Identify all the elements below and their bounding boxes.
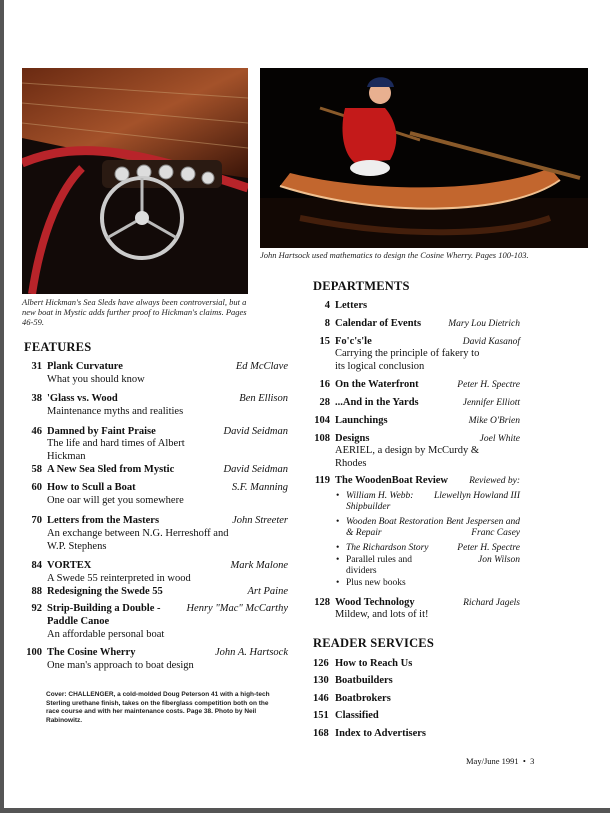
department-entry[interactable]: 15 Fo'c's'le David Kasanof Carrying the principle of fakery to its logical conclusion — [319, 336, 520, 372]
feature-entry[interactable]: 38 'Glass vs. Wood Ben Ellison Maintenance myths and realities — [31, 393, 288, 417]
page-number: 3 — [530, 756, 535, 766]
feature-entry[interactable]: 58 A New Sea Sled from Mystic David Seidman — [31, 464, 288, 475]
reader-service-item[interactable]: 151 Classified — [313, 710, 379, 721]
department-entry[interactable]: 128 Wood Technology Richard Jagels Mildew, and lots of it! — [314, 597, 520, 620]
feature-entry[interactable]: 60 How to Scull a Boat S.F. Manning One oar will get you somewhere — [31, 482, 288, 506]
features-heading: FEATURES — [24, 340, 92, 354]
feature-entry[interactable]: 31 Plank Curvature Ed McClave What you should know — [31, 361, 288, 385]
cosine-wherry-caption: John Hartsock used mathematics to design the Cosine Wherry. Pages 100-103. — [260, 250, 529, 260]
departments-heading: DEPARTMENTS — [313, 279, 410, 293]
reader-services-heading: READER SERVICES — [313, 636, 434, 650]
page-frame-left — [0, 0, 4, 813]
cosine-wherry-photo — [260, 68, 588, 248]
review-item[interactable]: • The Richardson Story Peter H. Spectre — [336, 543, 520, 553]
reader-service-item[interactable]: 168 Index to Advertisers — [313, 728, 426, 739]
reader-service-item[interactable]: 146 Boatbrokers — [313, 693, 391, 704]
department-entry[interactable]: 4 Letters — [324, 300, 368, 311]
folio-separator: • — [522, 756, 526, 766]
department-entry[interactable]: 28 ...And in the Yards Jennifer Elliott — [319, 397, 520, 408]
feature-entry[interactable]: 88 Redesigning the Swede 55 Art Paine — [31, 586, 288, 597]
department-entry[interactable]: 119 The WoodenBoat Review Reviewed by: — [314, 475, 520, 486]
review-item[interactable]: • Plus new books — [336, 578, 406, 588]
department-entry[interactable]: 108 Designs Joel White AERIEL, a design by McCurdy & Rhodes — [314, 433, 520, 469]
cover-note: Cover: CHALLENGER, a cold-molded Doug Peterson 41 with a high-tech Sterling urethane finish, takes on the fiberglass competition both on the race course and with her maintenance costs. Page 38. Photo by Neil Rabinowitz. — [46, 691, 270, 724]
page-frame-bottom — [0, 808, 610, 813]
department-entry[interactable]: 16 On the Waterfront Peter H. Spectre — [319, 379, 520, 390]
sea-sled-photo — [22, 68, 248, 294]
review-item[interactable]: • William H. Webb: Shipbuilder Llewellyn Howland III — [336, 491, 520, 512]
feature-entry[interactable]: 100 The Cosine Wherry John A. Hartsock One man's approach to boat design — [26, 647, 288, 671]
department-entry[interactable]: 8 Calendar of Events Mary Lou Dietrich — [324, 318, 520, 329]
review-item[interactable]: • Parallel rules and dividers Jon Wilson — [336, 555, 520, 576]
feature-entry[interactable]: 46 Damned by Faint Praise David Seidman The life and hard times of Albert Hickman — [31, 426, 288, 462]
feature-entry[interactable]: 92 Strip-Building a Double - Paddle Canoe Henry "Mac" McCarthy An affordable personal boat — [31, 603, 288, 640]
reader-service-item[interactable]: 126 How to Reach Us — [313, 658, 413, 669]
department-entry[interactable]: 104 Launchings Mike O'Brien — [314, 415, 520, 426]
reader-service-item[interactable]: 130 Boatbuilders — [313, 675, 393, 686]
sea-sled-caption: Albert Hickman's Sea Sleds have always been controversial, but a new boat in Mystic adds further proof to Hickman's claims. Pages 46-59. — [22, 297, 247, 327]
issue-date: May/June 1991 — [466, 756, 519, 766]
feature-entry[interactable]: 84 VORTEX Mark Malone A Swede 55 reinterpreted in wood — [31, 560, 288, 584]
page-folio — [466, 756, 534, 766]
feature-entry[interactable]: 70 Letters from the Masters John Streeter An exchange between N.G. Herreshoff and W.P. Stephens — [31, 515, 288, 552]
review-item[interactable]: • Wooden Boat Restoration & Repair Bent Jespersen and Franc Casey — [336, 517, 520, 538]
